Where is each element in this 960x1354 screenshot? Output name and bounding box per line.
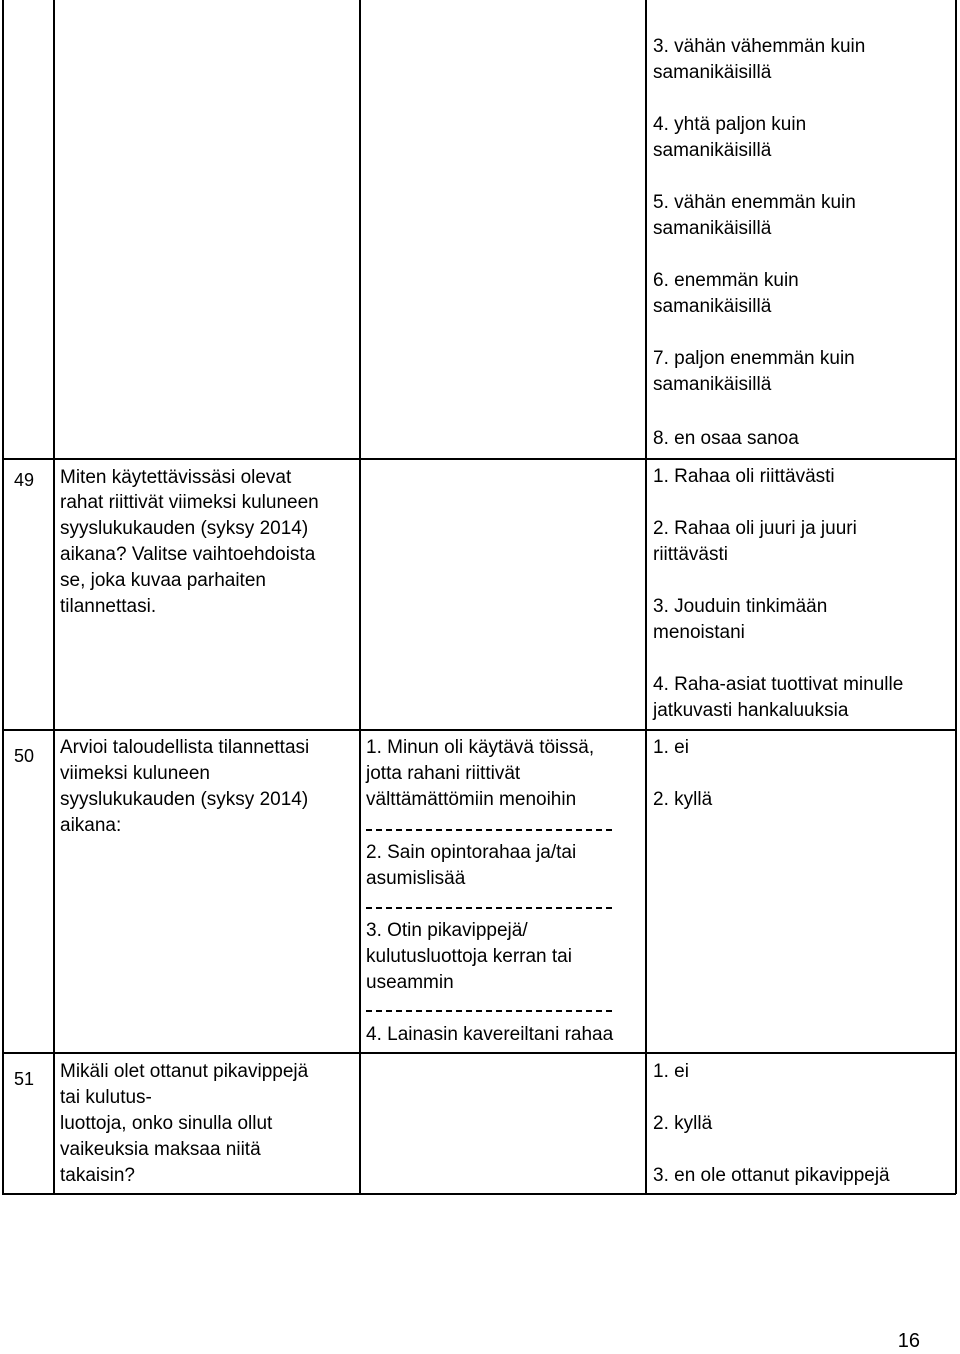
question-text: syyslukukauden (syksy 2014) <box>60 789 309 810</box>
option-text: 2. kyllä <box>653 1113 713 1134</box>
option-text: samanikäisillä <box>653 140 772 161</box>
statement-text: 1. Minun oli käytävä töissä, <box>366 737 595 758</box>
option-text: samanikäisillä <box>653 296 772 317</box>
question-text: tilannettasi. <box>60 596 157 617</box>
option-text: samanikäisillä <box>653 62 772 83</box>
row-divider-50 <box>2 729 956 731</box>
option-text: 8. en osaa sanoa <box>653 428 799 449</box>
option-text: 4. Raha-asiat tuottivat minulle <box>653 674 904 695</box>
question-number: 50 <box>14 746 35 766</box>
row-divider-49 <box>2 458 956 460</box>
statement-text: useammin <box>366 972 454 993</box>
question-text: Mikäli olet ottanut pikavippejä <box>60 1061 309 1082</box>
option-text: 3. Jouduin tinkimään <box>653 596 828 617</box>
question-text: aikana: <box>60 815 122 836</box>
question-number: 49 <box>14 470 35 490</box>
statement-text: kulutusluottoja kerran tai <box>366 946 572 967</box>
question-text: Arvioi taloudellista tilannettasi <box>60 737 310 758</box>
question-text: syyslukukauden (syksy 2014) <box>60 518 309 539</box>
question-text: takaisin? <box>60 1165 135 1186</box>
option-text: 6. enemmän kuin <box>653 270 799 291</box>
option-text: 2. kyllä <box>653 789 713 810</box>
statement-text: asumislisää <box>366 868 466 889</box>
column-divider-1 <box>53 0 55 1194</box>
option-text: jatkuvasti hankaluuksia <box>653 700 849 721</box>
statement-text: 2. Sain opintorahaa ja/tai <box>366 842 577 863</box>
statement-separator <box>366 907 612 909</box>
question-text: se, joka kuvaa parhaiten <box>60 570 266 591</box>
option-text: 5. vähän enemmän kuin <box>653 192 856 213</box>
question-text: viimeksi kuluneen <box>60 763 210 784</box>
statement-separator <box>366 829 612 831</box>
option-text: menoistani <box>653 622 745 643</box>
option-text: 1. Rahaa oli riittävästi <box>653 466 835 487</box>
option-text: 3. vähän vähemmän kuin <box>653 36 866 57</box>
option-text: samanikäisillä <box>653 218 772 239</box>
question-text: tai kulutus- <box>60 1087 152 1108</box>
column-divider-2 <box>359 0 361 1194</box>
question-text: aikana? Valitse vaihtoehdoista <box>60 544 316 565</box>
option-text: 4. yhtä paljon kuin <box>653 114 807 135</box>
option-text: 1. ei <box>653 1061 689 1082</box>
option-text: riittävästi <box>653 544 728 565</box>
statement-text: jotta rahani riittivät <box>366 763 521 784</box>
statement-text: 3. Otin pikavippejä/ <box>366 920 528 941</box>
option-text: 3. en ole ottanut pikavippejä <box>653 1165 890 1186</box>
question-text: rahat riittivät viimeksi kuluneen <box>60 492 319 513</box>
statement-separator <box>366 1010 612 1012</box>
option-text: 7. paljon enemmän kuin <box>653 348 855 369</box>
statement-text: 4. Lainasin kavereiltani rahaa <box>366 1024 614 1045</box>
table-border-left <box>2 0 4 1194</box>
column-divider-3 <box>645 0 647 1194</box>
row-divider-51 <box>2 1052 956 1054</box>
option-text: 2. Rahaa oli juuri ja juuri <box>653 518 857 539</box>
statement-text: välttämättömiin menoihin <box>366 789 577 810</box>
question-number: 51 <box>14 1069 35 1089</box>
question-text: luottoja, onko sinulla ollut <box>60 1113 273 1134</box>
question-text: vaikeuksia maksaa niitä <box>60 1139 261 1160</box>
option-text: samanikäisillä <box>653 374 772 395</box>
table-border-right <box>955 0 957 1194</box>
question-text: Miten käytettävissäsi olevat <box>60 467 292 488</box>
table-border-bottom <box>2 1193 956 1195</box>
page-number: 16 <box>897 1330 920 1352</box>
option-text: 1. ei <box>653 737 689 758</box>
